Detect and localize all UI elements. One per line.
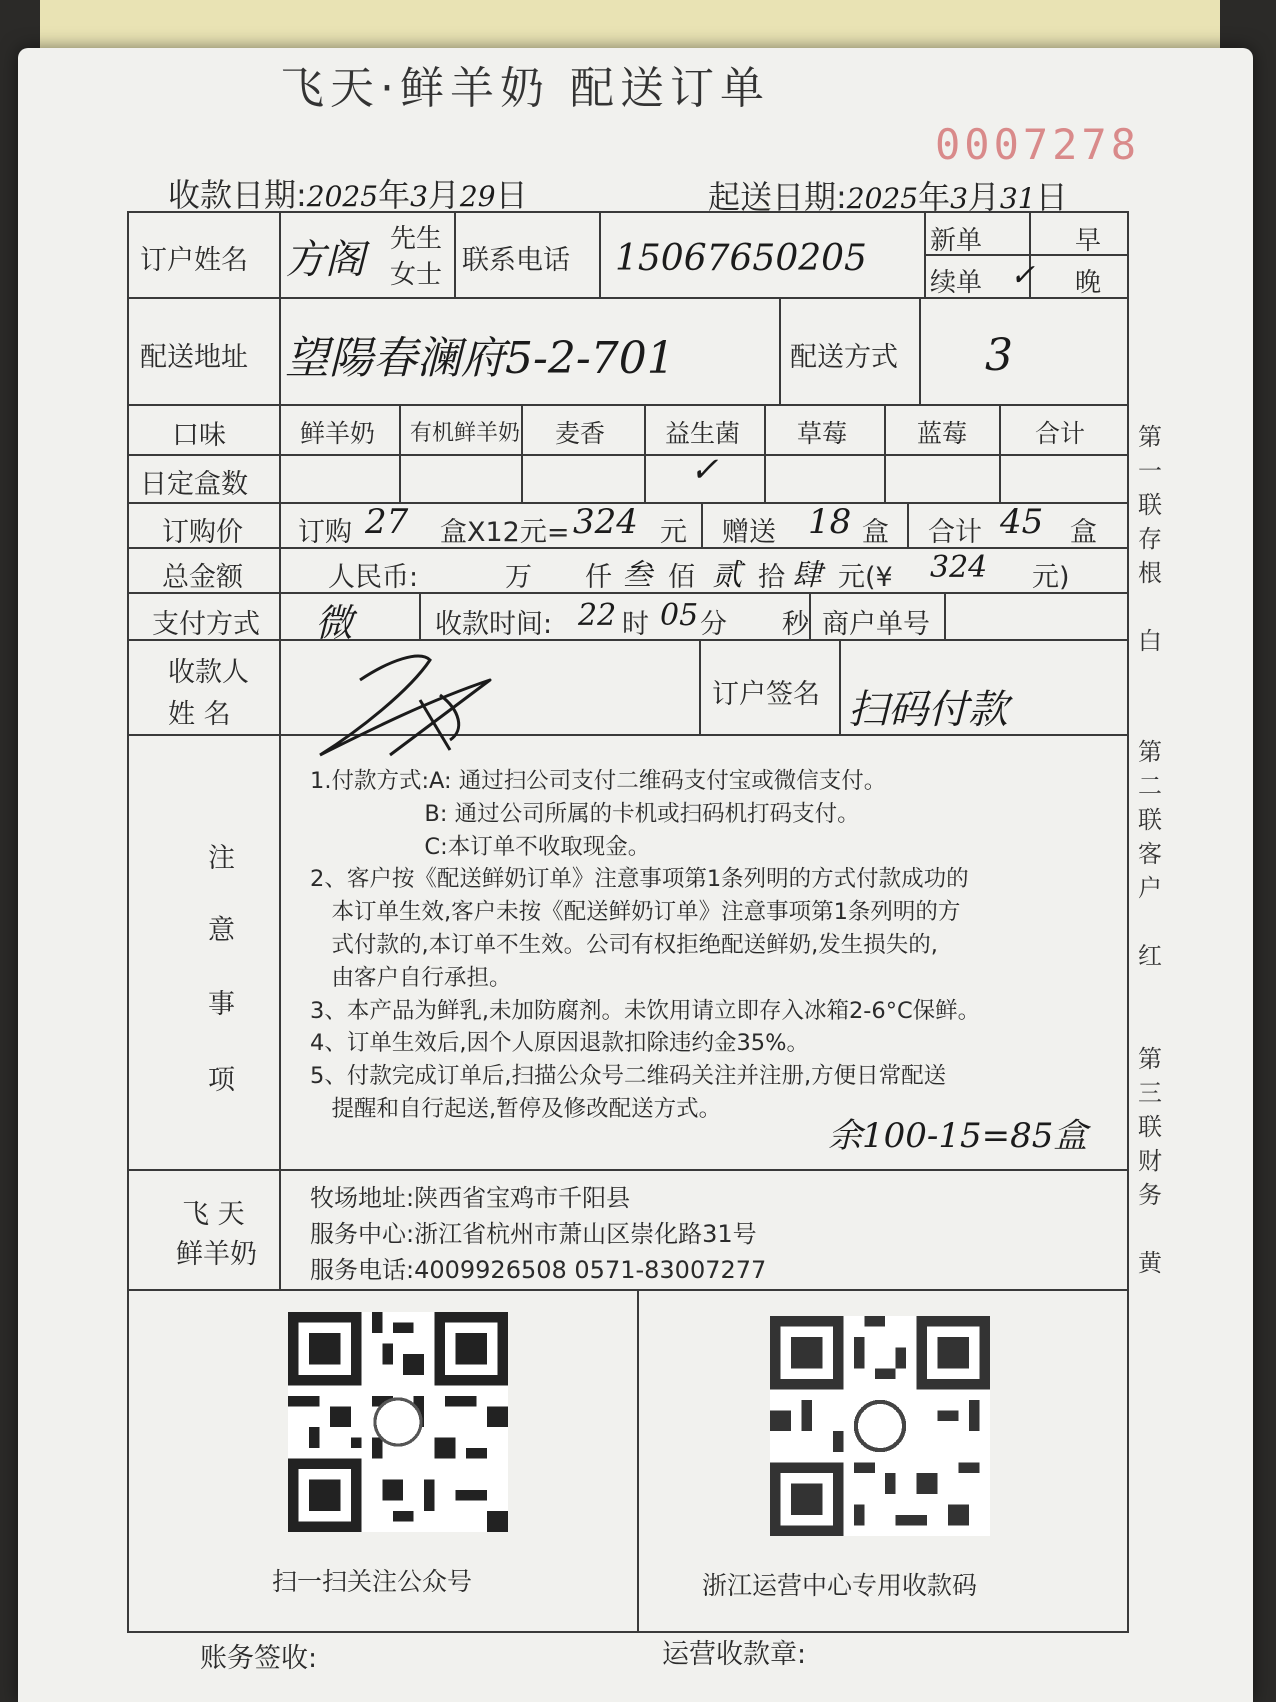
price-order-prefix: 订购 — [298, 517, 352, 548]
note-line: 提醒和自行起送,暂停及修改配送方式。 — [310, 1095, 722, 1122]
payment-day: 29 — [459, 180, 496, 213]
side-char: 务 — [1138, 1181, 1162, 1209]
pay-time-label: 收款时间: — [435, 609, 553, 640]
price-unit: 盒X12元= — [440, 517, 570, 548]
amount-number: 324 — [930, 550, 988, 585]
side-gap — [1130, 1212, 1170, 1246]
wechat-qr-code-icon — [288, 1312, 508, 1532]
flavor-strawberry: 草莓 — [797, 419, 848, 448]
pay-method-value: 微 — [315, 601, 354, 645]
price-boxes: 27 — [365, 502, 409, 542]
payment-month: 3 — [410, 180, 428, 213]
side-char: 根 — [1138, 559, 1162, 587]
payment-date-label: 收款日期: — [168, 176, 307, 214]
copy-2-label — [1130, 735, 1170, 973]
copy-1-label — [1130, 420, 1170, 658]
gender-mr: 先生 — [390, 224, 443, 254]
start-day: 31 — [999, 182, 1036, 215]
handwritten-note: 余100-15=85盒 — [828, 1116, 1088, 1156]
daily-boxes-label: 日定盒数 — [140, 469, 248, 500]
pay-time-m: 分 — [700, 609, 727, 640]
delivery-method-value: 3 — [985, 330, 1013, 381]
notes-text — [310, 765, 980, 1126]
note-line: C:本订单不收取现金。 — [310, 833, 651, 860]
notes-label-2: 意 — [208, 915, 235, 946]
amount-yuan-value: 肆 — [792, 558, 822, 593]
start-date-label: 起送日期: — [708, 178, 847, 216]
start-date-year: 2025 — [846, 182, 919, 215]
serial-number: 0007278 — [935, 120, 1141, 169]
farm-address: 牧场地址:陕西省宝鸡市千阳县 — [310, 1184, 631, 1212]
amount-label: 总金额 — [162, 562, 243, 593]
gift-label: 赠送 — [722, 517, 776, 548]
service-center: 服务中心:浙江省杭州市萧山区崇化路31号 — [310, 1220, 757, 1248]
order-type-new: 新单 — [930, 226, 983, 256]
start-month: 3 — [950, 182, 968, 215]
qr-left-caption: 扫一扫关注公众号 — [272, 1567, 473, 1596]
amount-yuan: 元(¥ — [838, 562, 893, 593]
side-char: 红 — [1138, 942, 1162, 970]
amount-shi-value: 贰 — [712, 558, 742, 593]
customer-sign-label: 订户签名 — [712, 679, 820, 710]
side-gap — [1130, 905, 1170, 939]
price-yuan: 元 — [660, 517, 687, 548]
amount-bai: 佰 — [668, 562, 695, 593]
payee-signature-icon — [300, 640, 540, 770]
side-char: 一 — [1138, 457, 1162, 485]
month-char: 月 — [967, 178, 1000, 216]
month-char: 月 — [427, 176, 460, 214]
flavor-fresh: 鲜羊奶 — [300, 419, 376, 448]
pay-time-h: 时 — [622, 609, 649, 640]
note-line: B: 通过公司所属的卡机或扫码机打码支付。 — [310, 800, 860, 827]
notes-label-4: 项 — [208, 1065, 235, 1096]
side-char: 联 — [1138, 491, 1162, 519]
notes-label-3: 事 — [208, 989, 235, 1020]
gift-unit: 盒 — [862, 517, 889, 548]
price-amount: 324 — [573, 502, 638, 542]
total-value: 45 — [1000, 502, 1044, 542]
time-morning: 早 — [1075, 226, 1102, 256]
side-char: 三 — [1138, 1079, 1162, 1107]
note-line: 3、本产品为鲜乳,未加防腐剂。未饮用请立即存入冰箱2-6°C保鲜。 — [310, 997, 981, 1024]
side-char: 第 — [1138, 1045, 1162, 1073]
year-char: 年 — [918, 178, 951, 216]
service-phone: 服务电话:4009926508 0571-83007277 — [310, 1256, 767, 1284]
notes-label-1: 注 — [208, 843, 235, 874]
amount-qian: 仟 — [585, 562, 612, 593]
side-char: 客 — [1138, 840, 1162, 868]
flavor-malt: 麦香 — [555, 419, 606, 448]
address-label: 配送地址 — [140, 342, 248, 373]
amount-wan: 万 — [505, 562, 532, 593]
note-line: 2、客户按《配送鲜奶订单》注意事项第1条列明的方式付款成功的 — [310, 866, 969, 893]
order-type-renew: 续单 — [930, 268, 983, 298]
amount-yuan-end: 元) — [1032, 562, 1070, 593]
gift-value: 18 — [808, 502, 852, 542]
total-unit: 盒 — [1070, 517, 1097, 548]
amount-bai-value: 叁 — [622, 558, 652, 593]
flavor-probiotic: 益生菌 — [665, 419, 741, 448]
renew-check: ✓ — [1010, 258, 1036, 293]
form-title: 飞天·鲜羊奶 配送订单 — [280, 63, 770, 114]
flavor-total: 合计 — [1035, 419, 1086, 448]
note-line: 1.付款方式:A: 通过扫公司支付二维码支付宝或微信支付。 — [310, 768, 887, 794]
customer-sign-value: 扫码付款 — [848, 687, 1008, 733]
daily-boxes-check: ✓ — [690, 450, 719, 490]
copy-3-label — [1130, 1042, 1170, 1280]
side-char: 二 — [1138, 772, 1162, 800]
side-char: 户 — [1138, 874, 1162, 902]
pay-time-s: 秒 — [782, 609, 809, 640]
company-name-2: 鲜羊奶 — [176, 1239, 257, 1270]
side-char: 第 — [1138, 423, 1162, 451]
customer-name-label: 订户姓名 — [140, 245, 248, 276]
qr-right-caption: 浙江运营中心专用收款码 — [702, 1571, 978, 1600]
payee-label-2: 姓 名 — [168, 699, 231, 730]
customer-name-value: 方阁 — [285, 237, 365, 283]
finance-sign-label: 账务签收: — [200, 1643, 318, 1674]
flavor-label: 口味 — [172, 420, 226, 451]
time-evening: 晚 — [1075, 268, 1102, 298]
phone-label: 联系电话 — [462, 245, 570, 276]
payment-date-year: 2025 — [306, 180, 379, 213]
side-char: 黄 — [1138, 1249, 1162, 1277]
gender-ms: 女士 — [390, 260, 443, 290]
note-line: 式付款的,本订单不生效。公司有权拒绝配送鲜奶,发生损失的, — [310, 931, 938, 958]
note-line: 本订单生效,客户未按《配送鲜奶订单》注意事项第1条列明的方 — [310, 899, 961, 926]
total-label: 合计 — [928, 517, 982, 548]
amount-rmb: 人民币: — [328, 562, 419, 593]
side-char: 财 — [1138, 1147, 1162, 1175]
pay-method-label: 支付方式 — [152, 609, 260, 640]
pay-time-hour: 22 — [578, 598, 617, 633]
day-char: 日 — [1035, 178, 1068, 216]
merchant-no-label: 商户单号 — [822, 609, 930, 640]
amount-shi: 拾 — [758, 562, 785, 593]
flavor-organic: 有机鲜羊奶 — [410, 421, 521, 446]
side-char: 联 — [1138, 1113, 1162, 1141]
note-line: 5、付款完成订单后,扫描公众号二维码关注并注册,方便日常配送 — [310, 1063, 947, 1090]
price-label: 订购价 — [162, 517, 243, 548]
flavor-blueberry: 蓝莓 — [917, 419, 968, 448]
side-char: 存 — [1138, 525, 1162, 553]
side-char: 联 — [1138, 806, 1162, 834]
note-line: 4、订单生效后,因个人原因退款扣除违约金35%。 — [310, 1030, 809, 1057]
payment-qr-code-icon — [770, 1316, 990, 1536]
delivery-method-label: 配送方式 — [790, 342, 898, 373]
side-char: 第 — [1138, 738, 1162, 766]
payee-label-1: 收款人 — [168, 657, 249, 688]
pay-time-min: 05 — [660, 598, 699, 633]
year-char: 年 — [378, 176, 411, 214]
address-value: 望陽春澜府5-2-701 — [285, 333, 675, 384]
phone-value: 15067650205 — [615, 238, 867, 279]
ops-stamp-label: 运营收款章: — [662, 1639, 807, 1670]
side-char: 白 — [1138, 627, 1162, 655]
side-gap — [1130, 590, 1170, 624]
day-char: 日 — [495, 176, 528, 214]
company-name-1: 飞 天 — [182, 1199, 245, 1230]
note-line: 由客户自行承担。 — [310, 964, 512, 991]
